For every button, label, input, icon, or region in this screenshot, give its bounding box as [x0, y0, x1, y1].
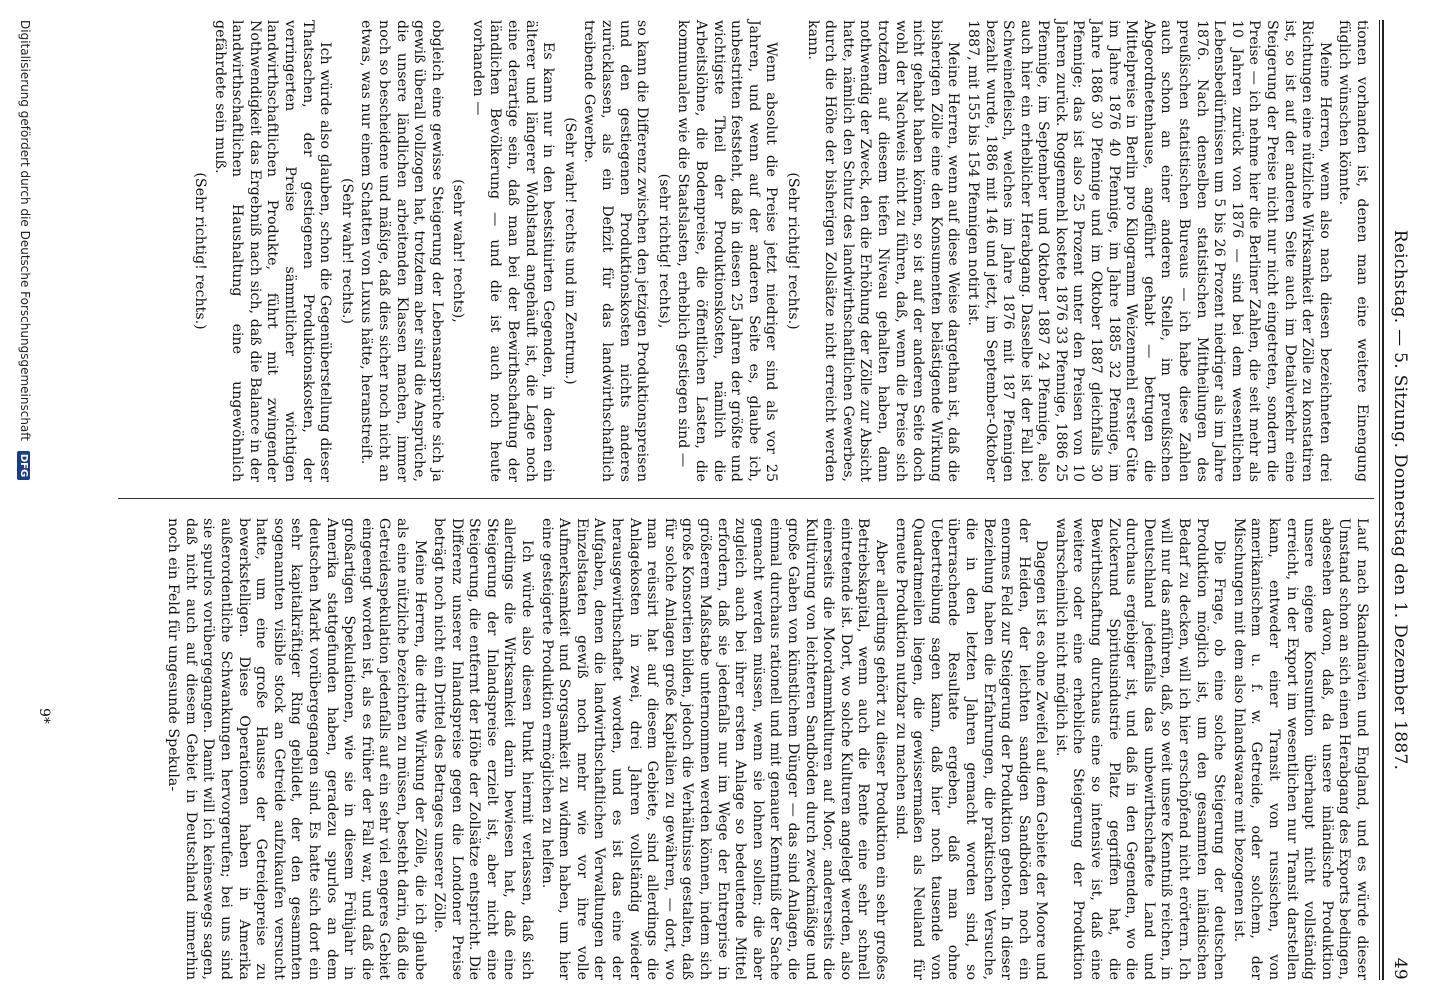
- paragraph: Die Frage, ob eine solche Steigerung der deutschen Produktion möglich ist, um den gesammten inländischen Bedarf zu decken, will ich hier erschöpfend nicht erörtern. Ich will nur das anführen, daß, so weit unsere Kenntniß reichen, in Deutschland jedenfalls das unbewirthschaftete Land und durchaus ergiebiger ist, und daß in den Gegenden, wo die Zuckerund Spiritusindustrie Platz gegriffen hat, die Bewirthschaftung durchaus eine so intensive ist, daß eine weitere oder eine erhebliche Steigerung der Produktion wahrscheinlich nicht möglich ist.: [1052, 518, 1228, 980]
- paragraph: so kann die Differenz zwischen den jetzigen Produktionspreisen und den gestiegenen Produktionskosten nichts anderes zurücklassen, als ein Defizit für das landwirthschaftlich treibende Gewerbe.: [581, 20, 651, 482]
- paragraph: Meine Herren, wenn auf diese Weise dargethan ist, daß die bisherigen Zölle eine den Konsumenten belästigende Wirkung nicht gehabt haben können, so ist auf der anderen Seite doch wohl der Nachweis nicht zu führen, daß, wenn die Preise sich trotzdem auf diesem tiefen Niveau gehalten haben, dann nothwendig der Zweck, den die Erhöhung der Zölle zur Absicht hatte, nämlich den Schutz des landwirthschaftlichen Gewerbes, durch die Höhe der bisherigen Zollsätze nicht erreicht werden kann.: [804, 20, 962, 482]
- digitization-footer: [17, 20, 32, 980]
- paragraph: Wenn absolut die Preise jetzt niedriger sind als vor 25 Jahren, und wenn auf der anderen Seite es, glaube ich, unbestritten feststeht, daß in diesen 25 Jahren der größte und wichtigste Theil der Produktionskosten, nämlich die Arbeitslöhne, die Bodenpreise, die öffentlichen Lasten, die kommunalen wie die Staatslasten, erheblich gestiegen sind —: [675, 20, 780, 482]
- paragraph: Lauf nach Skandinavien und England, und es würde dieser Umstand schon an sich einen Herabgang des Exports bedingen, abgesehen davon, daß, da unsere inländische Produktion unsere eigene Konsumtion überhaupt nicht vollständig erreicht, in der Export im wesentlichen nur Transit darstellen kann, entweder einer Transit von russischen, von amerikanischem u. f. w. Getreide, oder solchem, der Mischungen mit dem also Inlandswaare mit bezogenen ist.: [1230, 518, 1370, 981]
- interjection: (sehr richtig! rechts),: [655, 173, 672, 329]
- paragraph: Dagegen ist es ohne Zweifel auf dem Gebiete der Moore und der Heiden, der leichten sandigen Sandböden noch ein enormes Feld zur Steigerung der Produktion geboten. In dieser Beziehung haben die Erfahrungen, die praktischen Versuche, die in den letzten Jahren gemacht worden sind, so überraschende Resultate ergeben, daß man ohne Uebertreibung sagen kann, daß hier noch tausende von Quadratmeilen liegen, die gewissermaßen als Neuland für erneute Produktion nutzbar zu machen sind.: [892, 518, 1050, 980]
- page-header: [1386, 20, 1410, 980]
- left-column: [186, 20, 1370, 482]
- header-rule: [1382, 20, 1384, 980]
- paragraph: Ich würde also glauben, schon die Gegenüberstellung dieser Thatsachen, der gestiegenen Produktionskosten, der verringerten Preise sämmtlicher wichtigen landwirthschaftlichen Produkte, führt mit zwingender Nothwendigkeit das Ergebniß nach sich, daß die Balance in der landwirthschaftlichen Haushaltung eine ungewöhnlich gefährdete sein muß.: [211, 20, 334, 482]
- header-rule-thin: [1379, 20, 1380, 980]
- paragraph: Ich würde also diesen Punkt hiermit verlassen, daß sich allerdings die Wirksamkeit darin bewiesen hat, daß eine Steigerung der Inlandspreise erzielt ist, aber nicht eine Steigerung, die entfernt der Höhe der Zollsätze entspricht. Die Differenz unserer Inlandspreise gegen die Londoner Preise beträgt noch nicht ein Drittel des Betrages unserer Zölle.: [431, 518, 536, 980]
- footer-note: Digitalisierung gefördert durch die Deutsche Forschungsgemeinschaft: [18, 20, 32, 442]
- dfg-logo: DFG: [17, 451, 30, 480]
- interjection: (Sehr richtig! rechts.): [785, 172, 801, 330]
- paragraph: obgleich eine gewisse Steigerung der Lebensansprüche sich ja gewiß überall vollzogen hat, trotzdem aber sind die Ansprüche, die unsere ländlichen arbeitenden Klassen machen, immer noch so bescheidene und mäßige, daß dies sicher noch nicht an etwas, was nur einem Schatten von Luxus hätte, heranstreift.: [358, 20, 445, 482]
- paragraph: tionen vorhanden ist, denen man eine weitere Einengung füglich wünschen könnte.: [1336, 20, 1370, 482]
- interjection: (Sehr richtig! rechts.): [192, 172, 208, 330]
- interjection: (sehr wahr! rechts),: [450, 179, 467, 323]
- page-number: 49: [1390, 957, 1410, 980]
- paragraph: Meine Herren, die dritte Wirkung der Zölle, die ich glaube als eine nützliche bezeichnen zu müssen, besteht darin, daß die Getreidespekulation jedenfalls auf ein sehr viel engeres Gebiet eingeengt worden ist, als es früher der Fall war, und daß die großartigen Spekulationen, wie sie in diesem Frühjahr in Amerika stattgefunden haben, geradezu spurlos an dem deutschen Markt vorübergegangen sind. Es hatte sich dort ein sehr kapitalkräftiger Ring gebildet, der den gesammten sogenannten visible stock an Getreide aufzukaufen versucht hatte, um eine große Hausse der Getreidepreise zu bewerkstelligen. Diese Operationen haben in Amerika außerordentliche Schwankungen hervorgerufen; bei uns sind sie spurlos vorübergegangen. Damit will ich keineswegs sagen, daß nicht auch auf diesem Gebiet in Deutschland immerhin noch ein Feld für ungesunde Spekula-: [165, 518, 428, 980]
- running-title: Reichstag. — 5. Sitzung. Donnerstag den 1. Dezember 1887.: [1390, 229, 1410, 771]
- interjection: (Sehr wahr! rechts und im Zentrum.): [561, 117, 578, 385]
- column-divider: [118, 498, 1374, 499]
- right-column: [162, 518, 1370, 980]
- paragraph: Es kann nur in den bestsituirten Gegenden, in denen ein älterer und längerer Wohlstand angehäuft ist, die Lage noch eine derartige sein, daß man bei der Bewirthschaftung der ländlichen Bevölkerung — und die ist auch noch heute vorhanden —: [469, 20, 557, 482]
- paragraph: Meine Herren, wenn also nach diesen bezeichneten drei Richtungen eine nützliche Wirksamkeit der Zölle zu konstatiren ist, so ist auf der anderen Seite auch im Detailverkehr eine Steigerung der Preise nicht nur nicht eingetreten, sondern die Preise — ich nehme hier die Berliner Zahlen, die seit mehr als 10 Jahren zurück von 1876 — sind bei dem wesentlichen Lebensbedürfnissen um 5 bis 26 Prozent niedriger als im Jahre 1876. Nach denselben statistischen Mittheilungen des preußischen statistischen Bureaus — ich habe diese Zahlen auch schon an einer anderen Stelle, im preußischen Abgeordnetenhause, angeführt gehabt — betrugen die Mittelpreise in Berlin pro Kilogramm Weizenmehl erster Güte im Jahre 1876 40 Pfennige, im Jahre 1885 32 Pfennige, im Jahre 1886 30 Pfennige und im Oktober 1887 gleichfalls 30 Pfennige; das ist also 25 Prozent unter den Preisen von 10 Jahren zurück. Roggenmehl kostete 1876 33 Pfennige, 1886 25 Pfennige, im September und Oktober 1887 24 Pfennige, also auch hier ein erheblicher Herabgang. Dasselbe ist der Fall bei Schweinefleisch, welches im Jahre 1876 mit 187 Pfennigen bezahlt wurde, 1886 mit 146 und jetzt, im September-Oktober 1887, mit 155 bis 154 Pfennigen notirt ist.: [964, 20, 1333, 482]
- signature-mark: 9*: [36, 708, 52, 724]
- interjection: (Sehr wahr! rechts.): [338, 177, 355, 325]
- paragraph: Aber allerdings gehört zu dieser Produktion ein sehr großes Betriebskapital, wenn auch die Rente eine sehr schnell eintretende ist. Dort, wo solche Kulturen angelegt werden, also einerseits die Moordammkulturen auf Moor, andererseits die Kultivirung von leichteren Sandböden durch zweckmäßige und große Gaben von künstlichem Dünger — das sind Anlagen, die einmal durchaus rationell und mit genauer Kenntniß der Sache gemacht werden müssen, wenn sie lohnen sollen; die aber zugleich auch bei ihrer ersten Anlage so bedeutende Mittel erfordern, daß sie jedenfalls nur im Wege der Entreprise in größerem Maßstabe unternommen werden können, indem sich große Konsortien bilden, jedoch die Verhältnisse gestalten, daß für solche Anlagen große Kapitalien zu gewähren, — dort, wo man reüssirt hat auf diesem Gebiete, sind allerdings die Anlagekosten in zwei, drei Jahren vollständig wieder herausgewirthschaftet worden, und es ist das eine der Aufgaben, denen die landwirthschaftlichen Verwaltungen der Einzelstaaten gewiß noch mehr wie vor ihre volle Aufmerksamkeit und Sorgsamkeit zu widmen haben, um hier eine gesteigerte Produktion ermöglichen zu helfen.: [538, 518, 889, 980]
